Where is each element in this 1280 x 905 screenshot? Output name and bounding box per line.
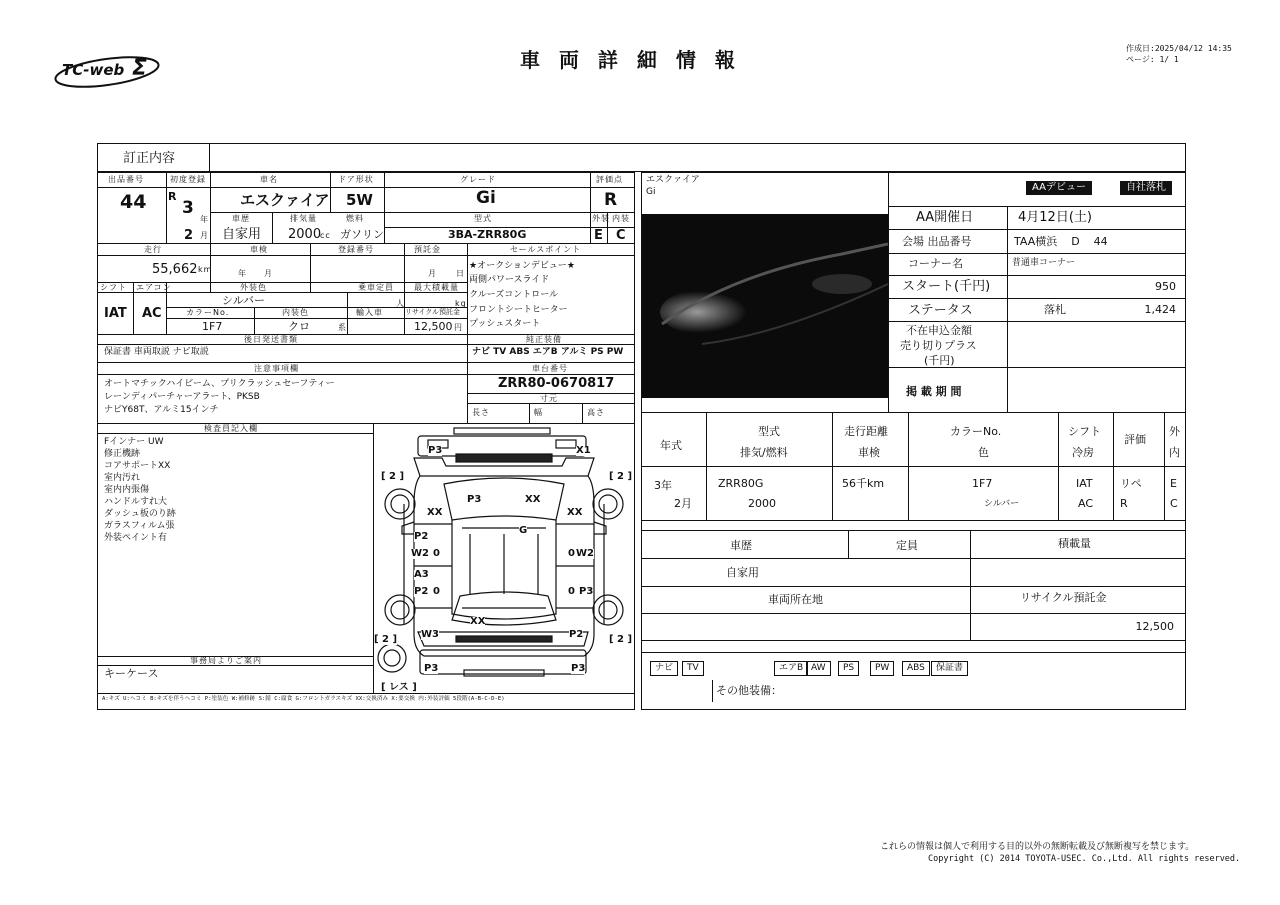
inspector-note: 修正機跡 (104, 449, 141, 459)
usage: 自家用 (222, 227, 262, 242)
damage-mark: [ 2 ] (609, 634, 633, 645)
shift: IAT (104, 306, 127, 321)
score-label: 評価点 (596, 175, 623, 184)
lot-number: 44 (120, 191, 147, 213)
damage-mark: A3 (414, 569, 429, 580)
damage-mark: P3 (428, 445, 443, 456)
auction-date-label: AA開催日 (916, 210, 974, 225)
equipment-box: PS (838, 661, 859, 676)
grade-label: グレード (460, 175, 496, 184)
listing-period-label: 掲 載 期 間 (906, 385, 962, 398)
equipment-box: 保証書 (931, 661, 968, 676)
equipment-box: PW (870, 661, 894, 676)
sales-points-label: セールスポイント (510, 245, 582, 254)
inspector-note: 室内汚れ (104, 473, 141, 483)
damage-mark: [ レス ] (381, 682, 417, 693)
remark-line: レーンディパーチャーアラート、PKSB (104, 392, 260, 402)
panel-car-name: エスクァイア (646, 175, 700, 185)
damage-mark: P3 (579, 586, 594, 597)
chassis-number: ZRR80-0670817 (498, 376, 615, 391)
rear-docs: 保証書 車両取説 ナビ取説 (104, 347, 209, 357)
correction-row (97, 143, 1186, 172)
inspector-note: ハンドルすれ大 (104, 497, 168, 507)
damage-mark: XX (525, 494, 541, 505)
page-number: ページ: 1/ 1 (1126, 55, 1179, 64)
damage-mark: P2 (414, 531, 429, 542)
own-purchase-badge: 自社落札 (1120, 181, 1172, 195)
footer-copyright: Copyright (C) 2014 TOYOTA-USEC. Co.,Ltd. All rights reserved. (928, 854, 1241, 864)
reg-year: 3 (182, 198, 194, 218)
summary-model: ZRR80G (718, 477, 764, 490)
damage-mark: XX (470, 616, 486, 627)
venue: TAA横浜 D 44 (1014, 235, 1108, 248)
ext-color: シルバー (222, 294, 265, 307)
logo-sigma-icon: Σ (132, 56, 148, 81)
other-equipment-label: その他装備： (716, 684, 782, 697)
int-color: クロ (288, 320, 310, 333)
footer-notice: これらの情報は個人で利用する目的以外の無断転載及び無断複写を禁じます。 (880, 842, 1195, 852)
aircon: AC (142, 306, 162, 321)
sales-point: クルーズコントロール (469, 290, 559, 300)
lot-no-label: 出品番号 (108, 175, 144, 184)
damage-mark: P2 (414, 586, 429, 597)
inspector-note: コアサポートXX (104, 461, 171, 471)
start-price-label: スタート(千円) (902, 279, 991, 294)
summary-shift: IAT (1076, 477, 1093, 490)
equipment-box: エアB (774, 661, 808, 676)
equipment-box: TV (682, 661, 704, 676)
office-note: キーケース (104, 667, 159, 680)
inspector-note: ガラスフィルム張 (104, 521, 175, 531)
venue-label: 会場 出品番号 (902, 235, 972, 248)
summary-color-no: 1F7 (972, 477, 993, 490)
damage-mark: W3 (421, 629, 439, 640)
summary-score1: リペ (1120, 477, 1142, 490)
vehicle-photo (642, 214, 888, 398)
doors: 5W (346, 191, 373, 209)
damage-mark: P3 (571, 663, 586, 674)
correction-label: 訂正内容 (123, 151, 176, 166)
doors-label: ドア形状 (338, 175, 374, 184)
damage-mark: X1 (576, 445, 591, 456)
car-name-label: 車名 (260, 175, 278, 184)
damage-mark: [ 2 ] (381, 471, 405, 482)
grade: Gi (476, 188, 496, 208)
damage-mark: 0 (568, 586, 575, 597)
reserve-label: 不在申込金額 (906, 324, 972, 337)
car-name: エスクァイア (240, 191, 330, 209)
inspector-note: ダッシュ板のり跡 (104, 509, 176, 519)
recycle-fee: 12,500 (414, 320, 453, 333)
history-recycle-fee: 12,500 (1135, 620, 1174, 633)
inspector-note: Fインナー UW (104, 437, 164, 447)
damage-mark: P3 (424, 663, 439, 674)
panel-grade: Gi (646, 187, 656, 197)
damage-mark: P3 (467, 494, 482, 505)
damage-mark: P2 (569, 629, 584, 640)
status-label: ステータス (908, 303, 973, 318)
summary-month: 2月 (674, 497, 692, 510)
inspector-note: 外装ペイント有 (104, 533, 168, 543)
equipment-box: ABS (902, 661, 930, 676)
damage-mark: XX (567, 507, 583, 518)
summary-displacement: 2000 (748, 497, 776, 510)
logo-text: TC-web (62, 61, 125, 79)
sold-price: 1,424 (1144, 303, 1176, 316)
damage-mark: 0 (568, 548, 575, 559)
sales-point: プッシュスタート (469, 319, 541, 329)
reserve-label: 売り切りプラス (900, 339, 977, 352)
damage-mark: 0 (433, 586, 440, 597)
created-date: 作成日:2025/04/12 14:35 (1126, 44, 1232, 53)
damage-legend: A:キズ U:ヘコミ B:キズを伴うヘコミ P:塗装色 W:補修跡 S:錆 C:腐食 G:フロントガラスキズ XX:交換済み X:要交換 内:外装評価 5段階(A-B-C-D-E) (102, 696, 505, 702)
summary-color: シルバー (984, 499, 1020, 509)
auction-date: 4月12日(土) (1018, 210, 1092, 225)
summary-mileage: 56千km (842, 477, 885, 490)
reserve-label: (千円) (924, 354, 955, 367)
sales-point: フロントシートヒーター (469, 305, 568, 315)
start-price: 950 (1155, 280, 1176, 293)
era-letter: R (168, 190, 177, 203)
ext-score: E (594, 228, 603, 243)
summary-int: C (1170, 497, 1178, 510)
summary-year: 3年 (654, 479, 672, 492)
remark-line: ナビY68T、アルミ15インチ (104, 405, 219, 415)
corner-name: 普通車コーナー (1012, 258, 1076, 268)
aa-debut-badge: AAデビュー (1026, 181, 1092, 195)
int-score: C (616, 228, 626, 243)
damage-mark: [ 2 ] (609, 471, 633, 482)
damage-mark: W2 (576, 548, 594, 559)
damage-mark: [ 2 ] (374, 634, 398, 645)
damage-mark: XX (427, 507, 443, 518)
displacement: 2000 (288, 227, 322, 242)
damage-mark: 0 (433, 548, 440, 559)
damage-mark: W2 (411, 548, 429, 559)
page-title: 車 両 詳 細 情 報 (520, 48, 741, 72)
first-reg-label: 初度登録 (170, 175, 206, 184)
model-code: 3BA-ZRR80G (448, 228, 527, 241)
score: R (604, 190, 618, 210)
history-usage: 自家用 (726, 566, 759, 579)
factory-equipment: ナビ TV ABS エアB アルミ PS PW (472, 347, 624, 357)
equipment-box: AW (806, 661, 831, 676)
fuel: ガソリン (340, 228, 384, 241)
equipment-box: ナビ (650, 661, 678, 676)
sales-point: ★オークションデビュー★ (469, 261, 575, 271)
logo (52, 50, 172, 90)
damage-mark: G (519, 525, 528, 536)
car-photo-icon (642, 214, 888, 398)
sales-point: 両側パワースライド (469, 275, 550, 285)
summary-score2: R (1120, 497, 1128, 510)
remark-line: オートマチックハイビーム、プリクラッシュセーフティー (104, 379, 335, 389)
color-no: 1F7 (202, 320, 223, 333)
summary-aircon: AC (1078, 497, 1094, 510)
status-value: 落札 (1044, 303, 1066, 316)
reg-month: 2 (184, 228, 194, 243)
mileage: 55,662 (152, 262, 198, 277)
inspector-note: 室内内張傷 (104, 485, 150, 495)
summary-ext: E (1170, 477, 1177, 490)
corner-label: コーナー名 (908, 257, 963, 270)
